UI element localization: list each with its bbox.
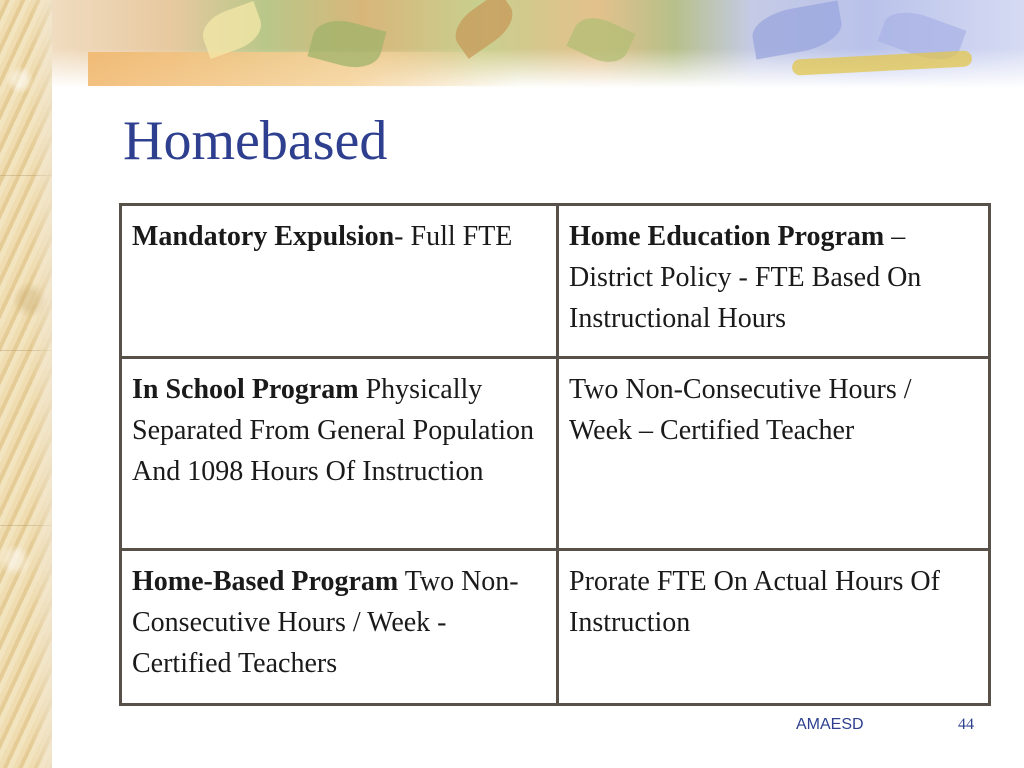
left-decorative-strip [0, 0, 52, 768]
grain-shape [792, 50, 973, 75]
leaf-shape [447, 0, 521, 59]
leaf-shape [749, 1, 845, 60]
leaf-shape [566, 10, 635, 71]
table-cell [121, 550, 558, 705]
cell-bold-text: Home-Based Program [132, 566, 399, 597]
table-cell [558, 550, 990, 705]
slide-title: Homebased [123, 110, 388, 172]
banner-gold-strip [88, 52, 518, 86]
cell-text: Physically Separated From General Population And 1098 Hours Of Instruction [132, 374, 535, 487]
table-cell [558, 358, 990, 550]
table-row [121, 358, 990, 550]
cell-bold-text: Mandatory Expulsion [132, 221, 395, 252]
cell-text: – District Policy - FTE Based On Instructional Hours [569, 221, 922, 334]
slide-number: 44 [958, 716, 974, 733]
cell-text: Prorate FTE On Actual Hours Of Instruction [569, 566, 940, 638]
leaf-shape [197, 1, 267, 59]
footer-organization: AMAESD [796, 716, 864, 733]
content-table [119, 203, 991, 706]
strip-seam [0, 525, 52, 526]
cell-text: Two Non-Consecutive Hours / Week – Certified Teacher [569, 374, 912, 446]
table-row [121, 550, 990, 705]
cell-text: Two Non-Consecutive Hours / Week - Certified Teachers [132, 566, 519, 679]
table-row [121, 205, 990, 358]
strip-seam [0, 350, 52, 351]
strip-seam [0, 175, 52, 176]
table-cell [558, 205, 990, 358]
cell-text: - Full FTE [394, 221, 513, 252]
cell-bold-text: In School Program [132, 374, 359, 405]
table-cell [121, 358, 558, 550]
top-decorative-banner [52, 0, 1024, 88]
table-cell [121, 205, 558, 358]
cell-bold-text: Home Education Program [569, 221, 885, 252]
